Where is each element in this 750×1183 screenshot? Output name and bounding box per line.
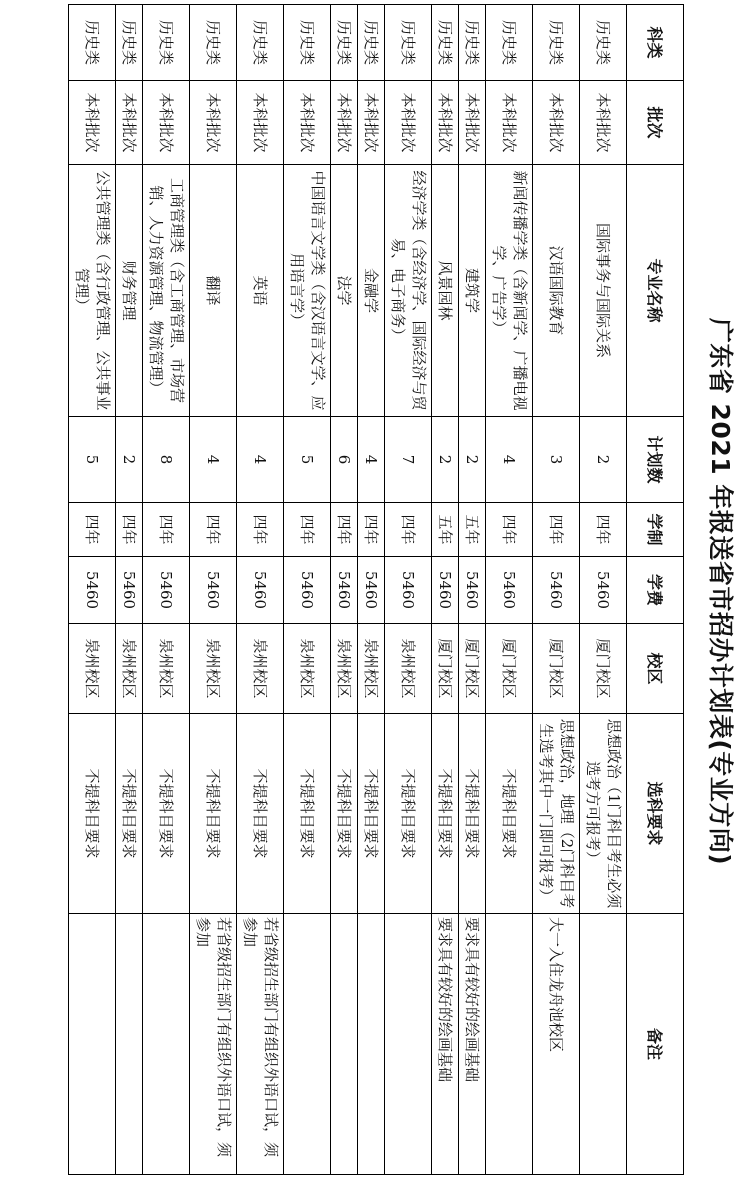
- cell-quota: 4: [237, 417, 284, 503]
- table-row: [143, 5, 190, 1175]
- cell-campus: 泉州校区: [284, 624, 331, 714]
- cell-subject-req: 不提科目要求: [385, 714, 432, 914]
- cell-major: 财务管理: [116, 165, 143, 417]
- cell-category: 历史类: [143, 5, 190, 81]
- table-row: [69, 5, 116, 1175]
- cell-quota: 4: [190, 417, 237, 503]
- header-subject-req: 选科要求: [627, 714, 684, 914]
- cell-major: 建筑学: [459, 165, 486, 417]
- cell-campus: 泉州校区: [116, 624, 143, 714]
- cell-campus: 厦门校区: [486, 624, 533, 714]
- cell-quota: 8: [143, 417, 190, 503]
- cell-duration: 四年: [190, 503, 237, 557]
- cell-quota: 2: [116, 417, 143, 503]
- cell-major: 金融学: [358, 165, 385, 417]
- cell-tuition: 5460: [385, 557, 432, 624]
- cell-major: 中国语言文学类（含汉语言文学、应用语言学）: [284, 165, 331, 417]
- cell-tuition: 5460: [237, 557, 284, 624]
- cell-remarks: [331, 914, 358, 1175]
- cell-category: 历史类: [432, 5, 459, 81]
- cell-remarks: [69, 914, 116, 1175]
- table-row: [432, 5, 459, 1175]
- cell-category: 历史类: [580, 5, 627, 81]
- table-row: [533, 5, 580, 1175]
- cell-batch: 本科批次: [143, 81, 190, 165]
- table-row: [237, 5, 284, 1175]
- cell-category: 历史类: [284, 5, 331, 81]
- cell-batch: 本科批次: [533, 81, 580, 165]
- cell-campus: 泉州校区: [190, 624, 237, 714]
- cell-campus: 厦门校区: [432, 624, 459, 714]
- cell-tuition: 5460: [486, 557, 533, 624]
- cell-subject-req: 不提科目要求: [459, 714, 486, 914]
- cell-remarks: 大一入住龙舟池校区: [533, 914, 580, 1175]
- cell-batch: 本科批次: [284, 81, 331, 165]
- header-campus: 校区: [627, 624, 684, 714]
- table-row: [580, 5, 627, 1175]
- cell-tuition: 5460: [284, 557, 331, 624]
- cell-remarks: [486, 914, 533, 1175]
- cell-quota: 2: [432, 417, 459, 503]
- cell-batch: 本科批次: [237, 81, 284, 165]
- cell-subject-req: 不提科目要求: [143, 714, 190, 914]
- cell-subject-req: 不提科目要求: [116, 714, 143, 914]
- cell-major: 英语: [237, 165, 284, 417]
- cell-category: 历史类: [385, 5, 432, 81]
- table-row: [459, 5, 486, 1175]
- cell-subject-req: 不提科目要求: [432, 714, 459, 914]
- cell-duration: 四年: [237, 503, 284, 557]
- cell-batch: 本科批次: [116, 81, 143, 165]
- table-row: [486, 5, 533, 1175]
- cell-campus: 泉州校区: [385, 624, 432, 714]
- cell-tuition: 5460: [190, 557, 237, 624]
- cell-quota: 5: [69, 417, 116, 503]
- header-category: 科类: [627, 5, 684, 81]
- cell-duration: 四年: [358, 503, 385, 557]
- table-row: [331, 5, 358, 1175]
- cell-category: 历史类: [533, 5, 580, 81]
- table-row: [358, 5, 385, 1175]
- cell-duration: 四年: [580, 503, 627, 557]
- cell-quota: 3: [533, 417, 580, 503]
- cell-duration: 四年: [331, 503, 358, 557]
- cell-subject-req: 不提科目要求: [190, 714, 237, 914]
- cell-tuition: 5460: [69, 557, 116, 624]
- cell-tuition: 5460: [459, 557, 486, 624]
- cell-campus: 泉州校区: [69, 624, 116, 714]
- document-title: 广东省 2021 年报送省市招办计划表(专业方向): [706, 317, 735, 866]
- cell-major: 翻译: [190, 165, 237, 417]
- cell-duration: 四年: [533, 503, 580, 557]
- cell-tuition: 5460: [116, 557, 143, 624]
- cell-duration: 四年: [116, 503, 143, 557]
- cell-campus: 泉州校区: [237, 624, 284, 714]
- cell-tuition: 5460: [358, 557, 385, 624]
- cell-batch: 本科批次: [432, 81, 459, 165]
- cell-campus: 泉州校区: [143, 624, 190, 714]
- cell-major: 国际事务与国际关系: [580, 165, 627, 417]
- table-row: [385, 5, 432, 1175]
- cell-quota: 5: [284, 417, 331, 503]
- cell-category: 历史类: [190, 5, 237, 81]
- cell-duration: 四年: [486, 503, 533, 557]
- cell-subject-req: 思想政治（1门科目考生必须选考方可报考）: [580, 714, 627, 914]
- table-row: [190, 5, 237, 1175]
- cell-quota: 4: [358, 417, 385, 503]
- cell-quota: 2: [580, 417, 627, 503]
- cell-category: 历史类: [486, 5, 533, 81]
- cell-subject-req: 不提科目要求: [486, 714, 533, 914]
- cell-quota: 7: [385, 417, 432, 503]
- cell-subject-req: 不提科目要求: [331, 714, 358, 914]
- cell-campus: 厦门校区: [459, 624, 486, 714]
- cell-category: 历史类: [358, 5, 385, 81]
- cell-quota: 6: [331, 417, 358, 503]
- cell-remarks: 要求具有较好的绘画基础: [459, 914, 486, 1175]
- cell-tuition: 5460: [143, 557, 190, 624]
- cell-remarks: 若省级招生部门有组织外语口试，须参加: [237, 914, 284, 1175]
- cell-campus: 泉州校区: [358, 624, 385, 714]
- cell-remarks: [143, 914, 190, 1175]
- cell-remarks: [580, 914, 627, 1175]
- cell-category: 历史类: [459, 5, 486, 81]
- cell-category: 历史类: [237, 5, 284, 81]
- cell-major: 风景园林: [432, 165, 459, 417]
- cell-batch: 本科批次: [69, 81, 116, 165]
- cell-tuition: 5460: [331, 557, 358, 624]
- cell-duration: 五年: [432, 503, 459, 557]
- cell-batch: 本科批次: [580, 81, 627, 165]
- cell-duration: 五年: [459, 503, 486, 557]
- cell-duration: 四年: [69, 503, 116, 557]
- header-tuition: 学费: [627, 557, 684, 624]
- cell-quota: 2: [459, 417, 486, 503]
- cell-category: 历史类: [69, 5, 116, 81]
- cell-remarks: 若省级招生部门有组织外语口试，须参加: [190, 914, 237, 1175]
- header-major: 专业名称: [627, 165, 684, 417]
- cell-duration: 四年: [385, 503, 432, 557]
- table-row: [116, 5, 143, 1175]
- cell-major: 新闻传播学类（含新闻学、广播电视学、广告学）: [486, 165, 533, 417]
- cell-campus: 泉州校区: [331, 624, 358, 714]
- cell-subject-req: 不提科目要求: [358, 714, 385, 914]
- header-remarks: 备注: [627, 914, 684, 1175]
- header-batch: 批次: [627, 81, 684, 165]
- cell-major: 公共管理类（含行政管理、公共事业管理）: [69, 165, 116, 417]
- cell-tuition: 5460: [580, 557, 627, 624]
- cell-major: 法学: [331, 165, 358, 417]
- cell-batch: 本科批次: [385, 81, 432, 165]
- cell-batch: 本科批次: [190, 81, 237, 165]
- cell-remarks: [284, 914, 331, 1175]
- cell-major: 经济学类（含经济学、国际经济与贸易、电子商务）: [385, 165, 432, 417]
- cell-batch: 本科批次: [358, 81, 385, 165]
- cell-category: 历史类: [116, 5, 143, 81]
- cell-major: 工商管理类（含工商管理、市场营销、人力资源管理、物流管理）: [143, 165, 190, 417]
- cell-duration: 四年: [284, 503, 331, 557]
- cell-quota: 4: [486, 417, 533, 503]
- table-body: [69, 5, 627, 1175]
- cell-batch: 本科批次: [486, 81, 533, 165]
- header-quota: 计划数: [627, 417, 684, 503]
- cell-subject-req: 不提科目要求: [237, 714, 284, 914]
- cell-batch: 本科批次: [459, 81, 486, 165]
- cell-major: 汉语国际教育: [533, 165, 580, 417]
- cell-remarks: [358, 914, 385, 1175]
- plan-table: [68, 4, 684, 1175]
- cell-subject-req: 思想政治，地理（2门科目考生选考其中一门即可报考）: [533, 714, 580, 914]
- cell-tuition: 5460: [533, 557, 580, 624]
- header-row: [627, 5, 684, 1175]
- cell-remarks: [385, 914, 432, 1175]
- cell-remarks: [116, 914, 143, 1175]
- cell-duration: 四年: [143, 503, 190, 557]
- cell-campus: 厦门校区: [533, 624, 580, 714]
- table-row: [284, 5, 331, 1175]
- cell-remarks: 要求具有较好的绘画基础: [432, 914, 459, 1175]
- cell-tuition: 5460: [432, 557, 459, 624]
- cell-subject-req: 不提科目要求: [69, 714, 116, 914]
- cell-subject-req: 不提科目要求: [284, 714, 331, 914]
- cell-campus: 厦门校区: [580, 624, 627, 714]
- cell-category: 历史类: [331, 5, 358, 81]
- header-duration: 学制: [627, 503, 684, 557]
- cell-batch: 本科批次: [331, 81, 358, 165]
